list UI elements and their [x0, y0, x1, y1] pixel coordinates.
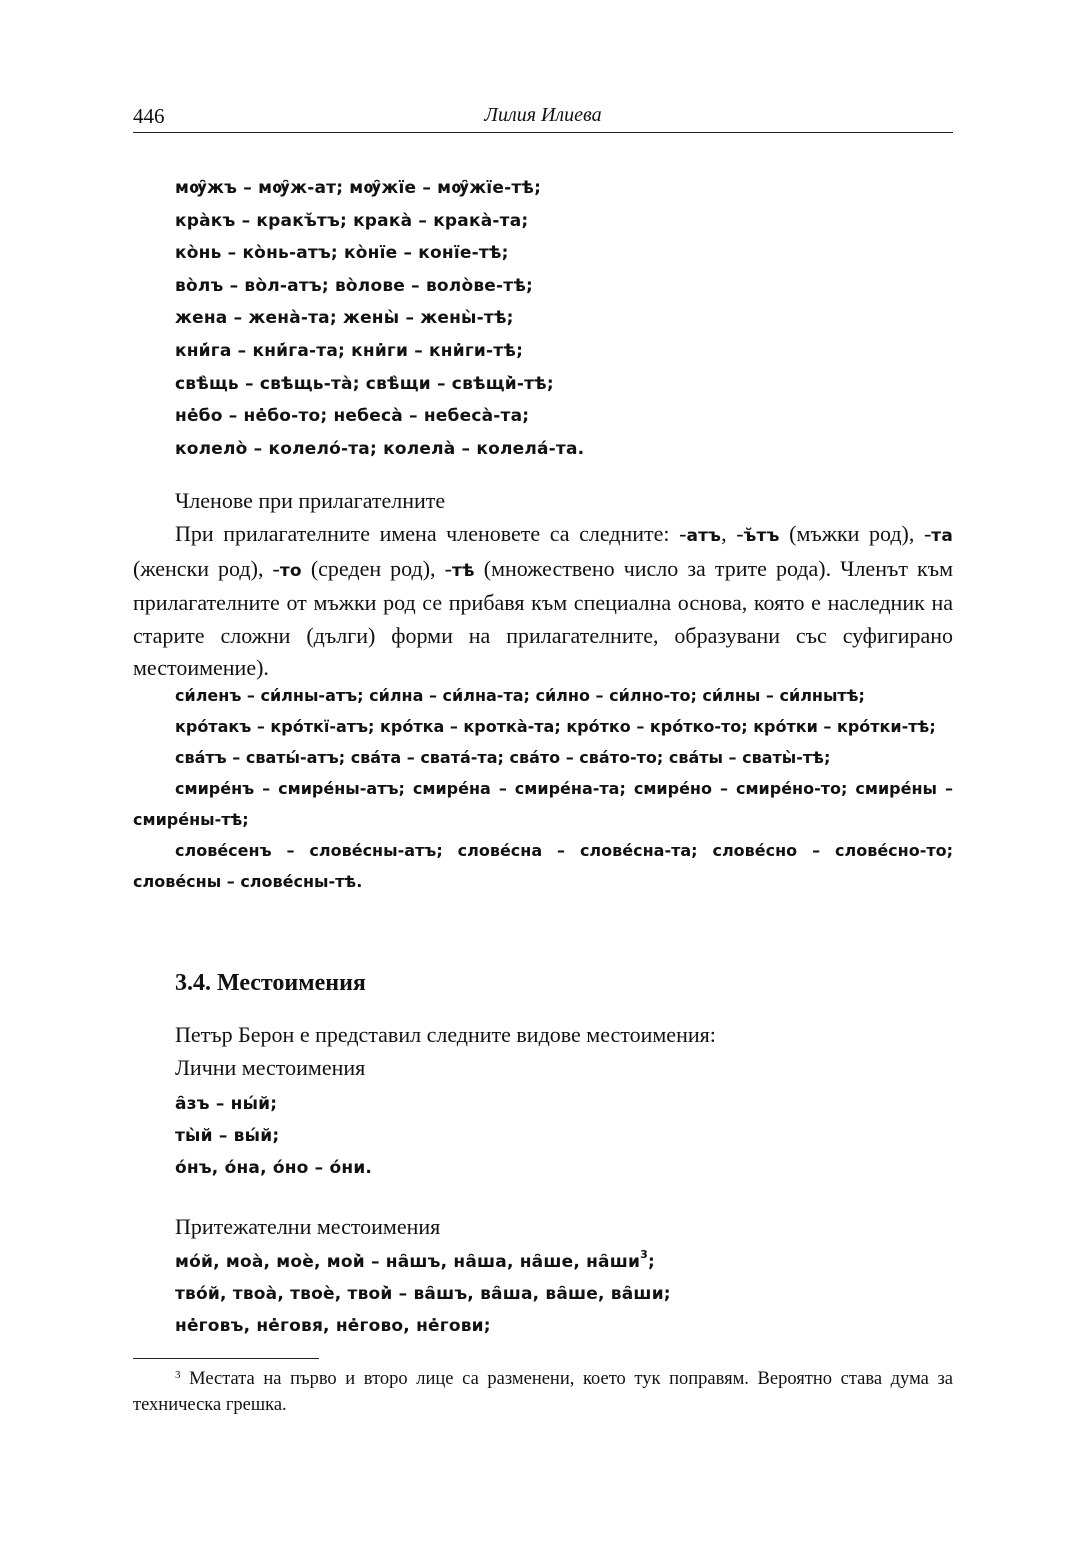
adjective-article-examples: [133, 680, 953, 897]
section-intro: Петър Берон е представил следните видове местоимения:: [175, 1022, 716, 1047]
example-line: ко̀нь – ко̀нь-атъ; ко̀нїе – конїе-тѣ;: [175, 243, 509, 264]
footnote-divider: [133, 1358, 319, 1359]
example-line: кра̀къ – кракъ̆тъ; крака̀ – крака̀-та;: [175, 210, 529, 231]
example-line: колело̀ – колело́-та; колела̀ – колела́-та.: [175, 438, 585, 459]
page-number: 446: [133, 104, 165, 128]
article-form: та: [931, 526, 954, 546]
example-line: не̇бо – не̇бо-то; небеса̀ – небеса̀-та;: [175, 406, 530, 427]
noun-article-examples: [175, 172, 584, 465]
paragraph-text: (множествено число за трите рода). Членът към прилагателните от мъжки род се прибавя към специална основа, която е наследник на старите сложни (дълги) форми на прилагателните, образувани със суфигирано местоимение).: [133, 555, 953, 680]
adjective-articles-paragraph: [133, 518, 953, 685]
example-line: кни̇́га – кни̇́га-та; кни̇ги – кни̇ги-тѣ;: [175, 340, 524, 361]
pronoun-line: ты̀й – вы́й;: [175, 1126, 280, 1146]
adjective-example: слове́сенъ – слове́сны-атъ; слове́сна – слове́сна-та; слове́сно – слове́сно-то; слове́сны – слове́сны-тѣ.: [133, 841, 953, 891]
pronoun-line: [175, 1248, 655, 1272]
adjective-example: сва́тъ – сваты́-атъ; сва́та – свата́-та; сва́то – сва́то-то; сва́ты – сваты̀-тѣ;: [175, 748, 831, 767]
footnote-text: Местата на първо и второ лице са разменени, което тук поправям. Вероятно става дума за техническа грешка.: [133, 1369, 953, 1415]
article-form: то: [279, 560, 302, 581]
example-line: жена – жена̀-та; жены̀ – жены̀-тѣ;: [175, 308, 514, 329]
article-form: ъ̆тъ: [743, 526, 780, 546]
pronoun-text: мо́й, моа̀, моѐ, мои̇̀ – на̑шъ, на̑ша, на̑ше, на̑ши: [175, 1252, 641, 1272]
example-line: свѣ̀щь – свѣщь-та̀; свѣ̀щи – свѣщи̇̀-тѣ;: [175, 373, 554, 394]
adjective-articles-heading: Членове при прилагателните: [175, 488, 446, 513]
pronoun-line: тво́й, твоа̀, твоѐ, твои̇̀ – ва̑шъ, ва̑ша, ва̑ше, ва̑ши;: [175, 1284, 671, 1304]
footnote: [133, 1366, 953, 1418]
example-line: мѹ̑жъ – мѹ̑ж-ат; мѹ̑жїе – мѹ̑жїе-тѣ;: [175, 178, 542, 198]
page-header: [133, 100, 953, 133]
paragraph-text: , -: [721, 521, 744, 546]
pronoun-text: ;: [647, 1252, 655, 1272]
adjective-example: си́ленъ – си́лны-атъ; си́лна – си́лна-та; си́лно – си́лно-то; си́лны – си́лнытѣ;: [175, 686, 865, 705]
footnote-reference[interactable]: 3: [640, 1248, 648, 1261]
personal-pronouns-heading: Лични местоимения: [175, 1055, 366, 1080]
footnote-marker: 3: [175, 1369, 181, 1381]
paragraph-text: (мъжки род), -: [779, 521, 932, 546]
example-line: во̀лъ – во̀л-атъ; во̀лове – воло̀ве-тѣ;: [175, 275, 534, 296]
pronoun-line: а̑зъ – ны́й;: [175, 1094, 278, 1114]
section-heading: 3.4. Местоимения: [175, 970, 366, 996]
paragraph-text: (среден род), -: [301, 555, 452, 581]
possessive-pronouns-heading: Притежателни местоимения: [175, 1214, 441, 1239]
pronoun-line: не̇говъ, не̇говя, не̇гово, не̇гови;: [175, 1316, 491, 1336]
running-head: Лилия Илиева: [484, 104, 602, 126]
article-form: атъ: [686, 526, 722, 546]
adjective-example: кро́такъ – кро́ткї-атъ; кро́тка – кротка̀-та; кро́тко – кро́тко-то; кро́тки – кро́тки-тѣ;: [175, 717, 936, 736]
paragraph-text: При прилагателните имена членовете са следните: -: [175, 521, 687, 546]
paragraph-text: (женски род), -: [133, 555, 280, 581]
adjective-example: смире́нъ – смире́ны-атъ; смире́на – смире́на-та; смире́но – смире́но-то; смире́ны – смире́ны-тѣ;: [133, 779, 953, 829]
article-form: тѣ: [451, 560, 475, 581]
pronoun-line: о́нъ, о́на, о́но – о́ни.: [175, 1158, 373, 1178]
